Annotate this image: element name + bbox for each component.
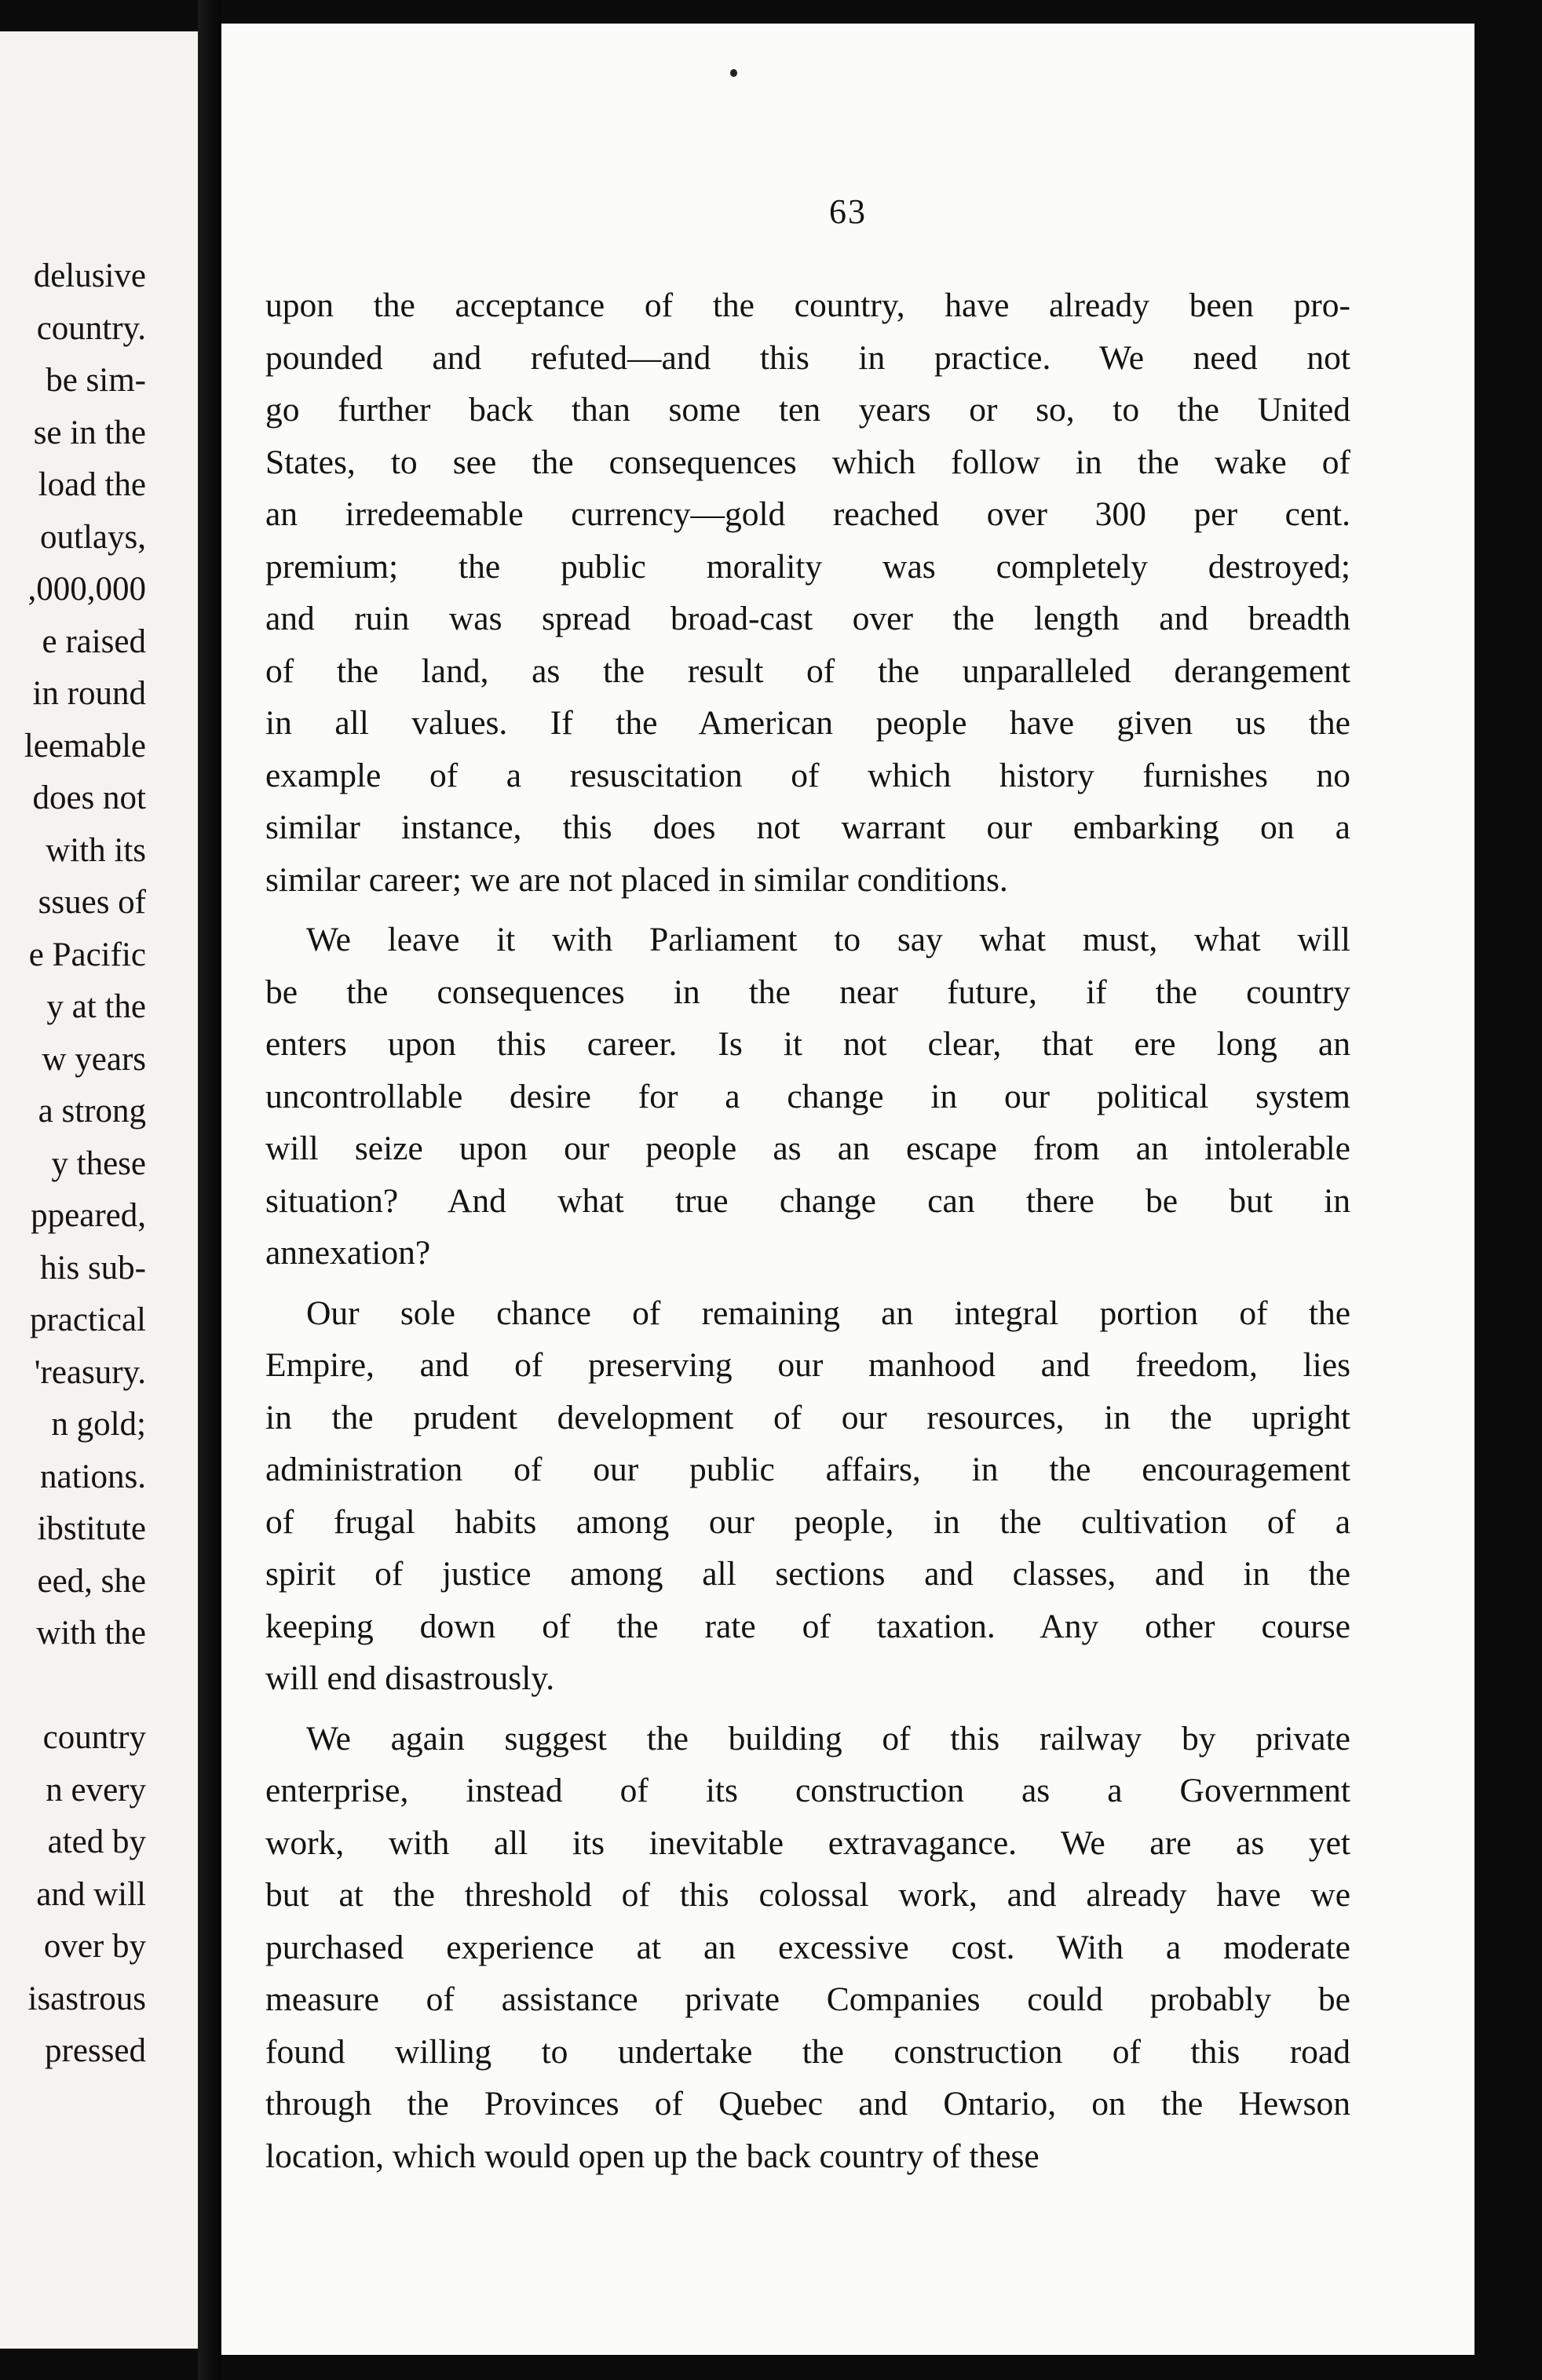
text-line: Our sole chance of remaining an integral portion of the — [306, 1294, 1350, 1332]
text-line: measure of assistance private Companies could probably be — [265, 1980, 1350, 2018]
previous-page-fragment — [0, 31, 198, 2349]
previous-page-line: isastrous — [27, 1980, 146, 2017]
previous-page-line: does not — [32, 779, 146, 816]
text-line: annexation? — [265, 1234, 431, 1272]
text-line: purchased experience at an excessive cost. With a moderate — [265, 1928, 1350, 1966]
text-line: We leave it with Parliament to say what must, what will — [306, 921, 1350, 958]
previous-page-line: 'reasury. — [34, 1353, 146, 1391]
previous-page-line: and will — [36, 1875, 146, 1913]
previous-page-line: n gold; — [51, 1406, 146, 1443]
previous-page-line: a strong — [38, 1093, 146, 1130]
previous-page-line: ssues of — [38, 884, 146, 921]
text-line: keeping down of the rate of taxation. Any other course — [265, 1607, 1350, 1645]
text-line: location, which would open up the back country of these — [265, 2137, 1040, 2175]
previous-page-line: se in the — [33, 414, 146, 451]
previous-page-line: load the — [38, 466, 146, 503]
previous-page-line: in round — [32, 675, 146, 712]
text-line: situation? And what true change can there be but in — [265, 1181, 1350, 1220]
previous-page-line: ppeared, — [31, 1197, 146, 1234]
page-body — [221, 24, 1474, 2355]
previous-page-line: with its — [46, 831, 146, 869]
text-line: go further back than some ten years or so, to the United — [265, 391, 1350, 429]
text-line: through the Provinces of Quebec and Ontario, on the Hewson — [265, 2085, 1350, 2123]
text-line: enters upon this career. Is it not clear, that ere long an — [265, 1025, 1350, 1063]
text-line: of frugal habits among our people, in the cultivation of a — [265, 1502, 1350, 1541]
previous-page-line: outlays, — [40, 518, 146, 556]
text-line: be the consequences in the near future, if the country — [265, 973, 1350, 1011]
previous-page-line: ibstitute — [37, 1510, 146, 1547]
previous-page-line: delusive — [33, 257, 146, 294]
text-line: work, with all its inevitable extravagance. We are as yet — [265, 1823, 1350, 1862]
text-line: in all values. If the American people have given us the — [265, 704, 1350, 742]
previous-page-line: e raised — [42, 622, 146, 660]
book-page — [221, 24, 1474, 2355]
text-line: similar instance, this does not warrant our embarking on a — [265, 809, 1350, 846]
previous-page-line: nations. — [40, 1458, 146, 1495]
text-line: Empire, and of preserving our manhood and freedom, lies — [265, 1346, 1350, 1384]
previous-page-line: ated by — [47, 1823, 146, 1860]
previous-page-line: his sub- — [40, 1249, 146, 1287]
page-number: 63 — [829, 192, 867, 231]
previous-page-line: pressed — [45, 2032, 146, 2069]
text-line: will seize upon our people as an escape from an intolerable — [265, 1130, 1350, 1167]
previous-page-line: practical — [29, 1301, 146, 1338]
text-line: uncontrollable desire for a change in our political system — [265, 1077, 1350, 1115]
text-line: but at the threshold of this colossal work, and already have we — [265, 1876, 1350, 1914]
text-line: pounded and refuted—and this in practice. We need not — [265, 338, 1350, 377]
text-line: We again suggest the building of this railway by private — [306, 1719, 1350, 1758]
text-line: States, to see the consequences which follow in the wake of — [265, 443, 1350, 481]
previous-page-line: n every — [46, 1771, 146, 1809]
previous-page-line: over by — [43, 1928, 146, 1965]
text-line: in the prudent development of our resources, in the upright — [265, 1398, 1350, 1436]
text-line: administration of our public affairs, in the encouragement — [265, 1451, 1350, 1488]
text-line: found willing to undertake the construction of this road — [265, 2032, 1350, 2071]
book-gutter — [198, 0, 221, 2380]
previous-page-line: e Pacific — [28, 936, 146, 973]
previous-page-line: with the — [36, 1615, 146, 1652]
text-line: spirit of justice among all sections and classes, and in the — [265, 1555, 1350, 1593]
previous-page-line: leemable — [24, 727, 146, 765]
previous-page-line: be sim- — [46, 362, 146, 399]
previous-page-line: country — [42, 1719, 146, 1756]
text-line: similar career; we are not placed in similar conditions. — [265, 860, 1008, 899]
previous-page-line: y these — [51, 1144, 146, 1182]
text-line: an irredeemable currency—gold reached over 300 per cent. — [265, 495, 1350, 533]
previous-page-line: w years — [42, 1040, 146, 1078]
previous-page-line: ,000,000 — [27, 571, 146, 608]
text-line: premium; the public morality was completely destroyed; — [265, 547, 1350, 586]
previous-page-line: eed, she — [37, 1562, 146, 1600]
text-line: enterprise, instead of its construction as a Government — [265, 1772, 1350, 1809]
text-line: and ruin was spread broad-cast over the length and breadth — [265, 600, 1350, 637]
text-line: will end disastrously. — [265, 1659, 555, 1697]
previous-page-line: country. — [36, 309, 146, 347]
text-line: upon the acceptance of the country, have already been pro- — [265, 287, 1350, 324]
text-line: example of a resuscitation of which history furnishes no — [265, 756, 1350, 794]
previous-page-line: y at the — [46, 988, 146, 1025]
text-line: of the land, as the result of the unparalleled derangement — [265, 652, 1350, 690]
